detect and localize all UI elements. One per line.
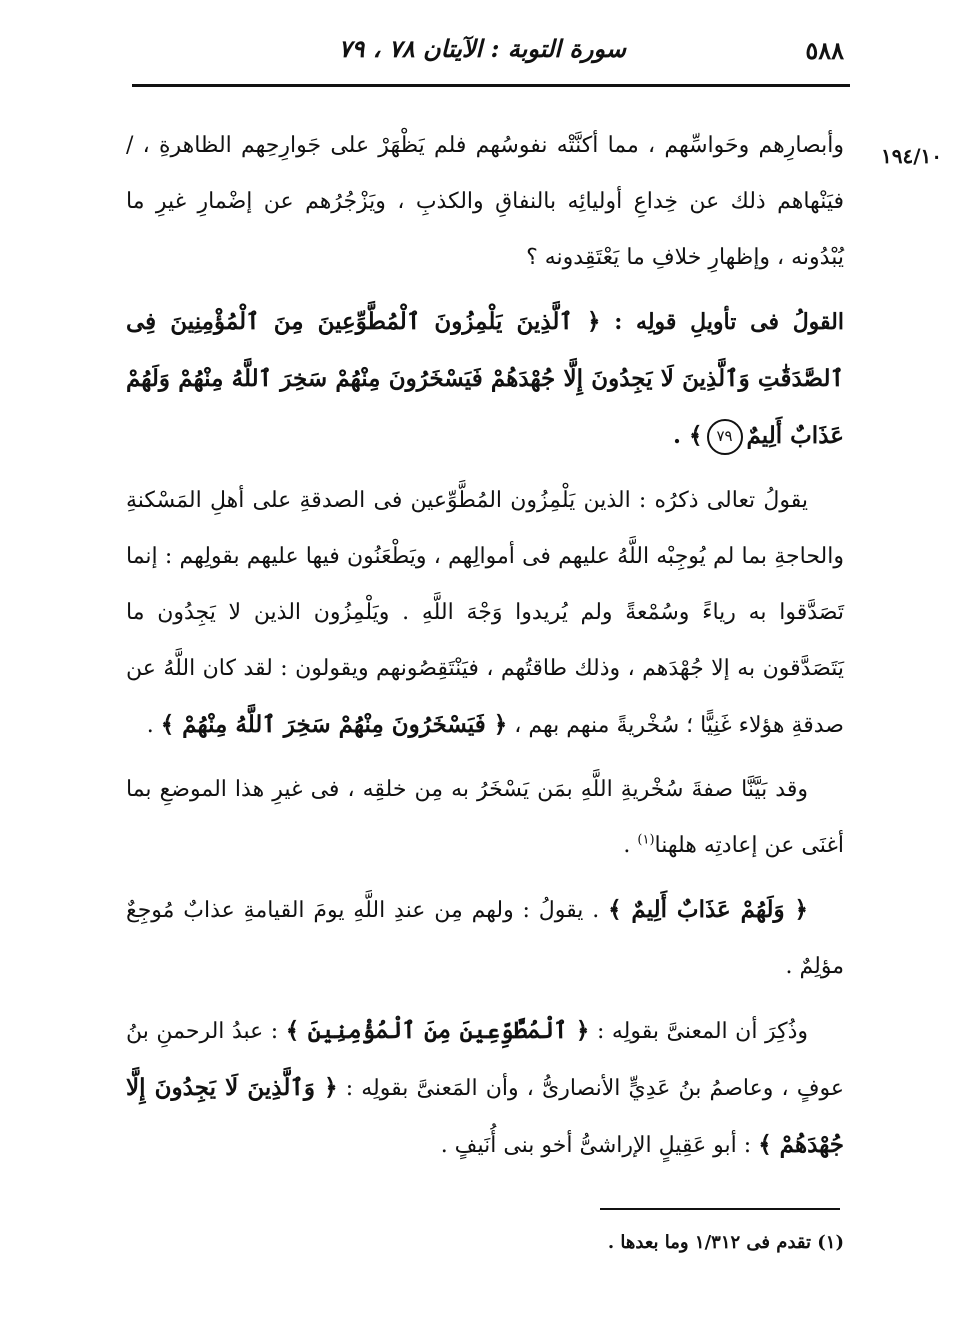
paragraph-6-text-a: وذُكِرَ أن المعنىَّ بقولِه :	[589, 1019, 809, 1044]
paragraph-3	[126, 473, 844, 754]
margin-reference: ١٩٤/١٠	[880, 144, 942, 168]
paragraph-1: وأبصارِهم وحَواسِّهم ، مما أكنَّتْه نفوسُهم فلم يَظْهَرْ على جَوارِحِهم الظاهرةِ ، / فيَنْهاهم ذلك عن خِداعِ أوليائِه بالنفاقِ والكذبِ ، ويَزْجُرُهم عن إضْمارِ غيرِ ما يُبْدُونه ، وإظهارِ خلافِ ما يَعْتَقِدونه ؟	[126, 133, 844, 270]
paragraph-3-text: يقولُ تعالى ذكرُه : الذين يَلْمِزُون المُطَّوِّعين فى الصدقةِ على أهلِ المَسْكنةِ والحاجةِ بما لم يُوجِبْه اللَّهُ عليهم فى أموالِهم ، ويَطْعَنُون فيها عليهم بقولِهم : إنما تَصَدَّقوا به رياءً وسُمْعةً ولم يُريدوا وَجْهَ اللَّهِ . ويَلْمِزُون الذين لا يَجِدُون ما يَتَصَدَّقون به إلا جُهْدَهم ، وذلك طاقتُهم ، فيَنْتَقِصُونهم ويقولون : لقد كان اللَّهُ عن صدقةِ هؤلاء غَنِيًّا ؛ سُخْريةً منهم بهم ،	[126, 488, 844, 738]
quran-quote: ﴿ وَٱلَّذِينَ لَا يَجِدُونَ إِلَّا جُهْدَهُمْ ﴾	[126, 1074, 844, 1158]
paragraph-5-text: . يقولُ : ولهم مِن عندِ اللَّهِ يومَ القيامةِ عذابٌ مُوجِعٌ مؤلِمٌ .	[126, 898, 844, 979]
footnote: (١) تقدم فى ١/٣١٢ وما بعدها .	[607, 1232, 844, 1253]
quran-quote: ﴿ وَلَهُمْ عَذَابٌ أَلِيمٌ ﴾	[608, 896, 808, 923]
quran-verse: ﴿ ٱلَّذِينَ يَلْمِزُونَ ٱلْمُطَّوِّعِينَ مِنَ ٱلْمُؤْمِنِينَ فِى ٱلصَّدَقَٰتِ وَٱلَّذِينَ لَا يَجِدُونَ إِلَّا جُهْدَهُمْ فَيَسْخَرُونَ مِنْهُمْ سَخِرَ ٱللَّهُ مِنْهُمْ وَلَهُمْ عَذَابٌ أَلِيمٌ	[126, 308, 844, 449]
page-number: ٥٨٨	[805, 36, 844, 65]
header-rule	[132, 84, 850, 87]
running-head: سورة التوبة : الآيتان ٧٨ ، ٧٩	[338, 34, 626, 63]
footnote-rule	[600, 1208, 840, 1210]
quran-verse-end: ﴾ .	[673, 422, 703, 449]
paragraph-5	[126, 882, 844, 995]
paragraph-4-end: .	[623, 833, 638, 858]
paragraph-4-text: وقد بَيَّنَّا صفةَ سُخْريةِ اللَّهِ بمَن يَسْخَرُ به مِن خلقِه ، فى غيرِ هذا الموضعِ بما أغنَى عن إعادتِه هلهنا	[126, 777, 844, 858]
paragraph-6-text-b: : عبدُ الرحمنِ بنُ عوفٍ ، وعاصمُ بنُ عَدِيٍّ الأنصارىُّ ، وأن المَعنىَّ بقولِه :	[126, 1019, 844, 1101]
quran-quote: ﴿ فَيَسْخَرُونَ مِنْهُمْ سَخِرَ ٱللَّهُ مِنْهُمْ ﴾	[160, 711, 508, 738]
paragraph-2	[126, 294, 844, 465]
paragraph-6-text-c: : أبو عَقِيلٍ الإراشىُّ أخو بنى أُنَيفٍ .	[440, 1133, 759, 1158]
section-heading: القولُ فى تأويلِ قولِه :	[600, 309, 844, 335]
paragraph-3-end: .	[146, 713, 161, 738]
paragraph-4	[126, 762, 844, 874]
footnote-marker: (١)	[637, 832, 655, 848]
quran-quote: ﴿ ٱلْمُطَّوِّعِينَ مِنَ ٱلْمُؤْمِنِينَ ﴾	[285, 1017, 590, 1044]
paragraph-6	[126, 1003, 844, 1174]
ayah-number-marker: ٧٩	[707, 419, 743, 455]
body-text	[126, 118, 844, 1182]
